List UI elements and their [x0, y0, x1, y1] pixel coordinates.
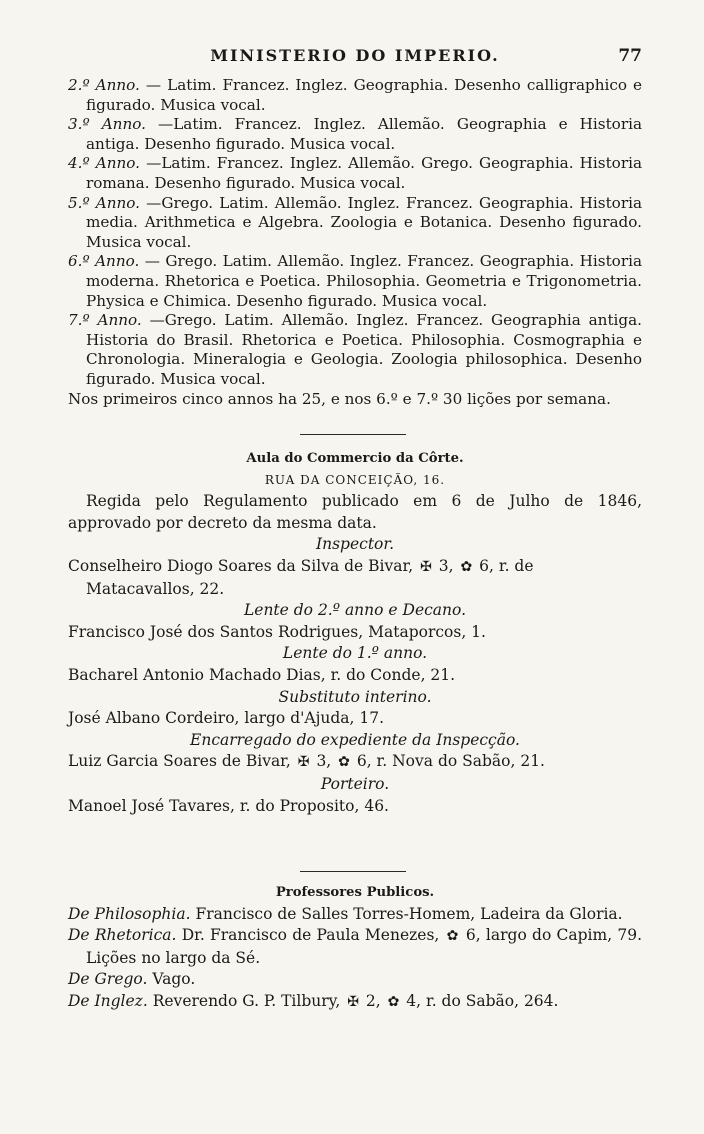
role-heading: Inspector. [315, 535, 395, 554]
role-heading: Lente do 2.º anno e Decano. [243, 601, 467, 620]
subject-label: De Philosophia. [68, 904, 191, 923]
year-label: 4.º Anno. [68, 154, 140, 173]
inspector-address: 6, r. de Matacavallos, 22. [86, 556, 534, 598]
running-head [68, 46, 642, 70]
section-heading: Aula do Commercio da Côrte. [246, 451, 464, 466]
professor-entry: Vago. [152, 970, 196, 989]
year-subjects: —Grego. Latim. Allemão. Inglez. Francez. Geographia antiga. Historia do Brasil. Rhetorica e Poetica. Philosophia. Cosmographia e Chronologia. Mineralogia e Geologia. Zoologia philosophica. Desenho figurado. Musica vocal. [86, 311, 643, 388]
list-item [68, 194, 642, 253]
section-heading: Professores Publicos. [275, 885, 435, 900]
role-heading: Lente do 1.º anno. [282, 644, 428, 663]
subject-label: De Rhetorica. [68, 926, 177, 945]
professor-address: 6, largo do Capim, 79. Lições no largo da Sé. [86, 926, 643, 967]
professor-name: Dr. Francisco de Paula Menezes, [181, 926, 440, 945]
page-title: MINISTERIO DO IMPERIO. [210, 46, 500, 65]
order-number: 2, [365, 991, 381, 1010]
section-divider [300, 434, 406, 435]
encarregado-name: Luiz Garcia Soares de Bivar, [68, 752, 291, 771]
regulation-paragraph: Regida pelo Regulamento publicado em 6 de Julho de 1846, approvado por decreto da mesma data. [68, 492, 642, 532]
subject-label: De Grego. [68, 970, 148, 989]
year-label: 3.º Anno. [68, 115, 146, 134]
year-subjects: —Latim. Francez. Inglez. Allemão. Grego. Geographia. Historia romana. Desenho figurado. Musica vocal. [86, 154, 642, 192]
year-label: 6.º Anno. [68, 252, 140, 271]
encarregado-entry [68, 751, 642, 774]
year-subjects: — Grego. Latim. Allemão. Inglez. Francez. Geographia. Historia moderna. Rhetorica e Poetica. Philosophia. Geometria e Trigonometria. Physica e Chimica. Desenho figurado. Musica vocal. [86, 252, 642, 310]
list-item [68, 76, 642, 115]
order-cross-icon: ✠ [347, 993, 359, 1010]
page-number: 77 [618, 46, 642, 66]
list-item [68, 252, 642, 311]
list-item [68, 969, 642, 991]
inspector-entry [68, 556, 642, 600]
year-subjects: — Latim. Francez. Inglez. Geographia. Desenho calligraphico e figurado. Musica vocal. [86, 76, 643, 114]
year-label: 2.º Anno. [68, 76, 140, 94]
professor-entry: Francisco de Salles Torres-Homem, Ladeira da Gloria. [195, 904, 623, 923]
order-rose-icon: ✿ [387, 993, 400, 1010]
list-item [68, 311, 642, 389]
lessons-summary: Nos primeiros cinco annos ha 25, e nos 6.º e 7.º 30 lições por semana. [68, 389, 611, 408]
course-list [68, 76, 642, 409]
encarregado-address: 6, r. Nova do Sabão, 21. [356, 752, 545, 771]
subject-label: De Inglez. [68, 991, 148, 1010]
aula-commercio-section [68, 448, 642, 817]
lente2-entry: Francisco José dos Santos Rodrigues, Mataporcos, 1. [68, 622, 486, 641]
list-item [68, 904, 642, 926]
list-item [68, 115, 642, 154]
order-rose-icon: ✿ [446, 928, 459, 945]
order-cross-icon: ✠ [297, 754, 310, 771]
order-cross-icon: ✠ [420, 558, 432, 575]
order-number: 3, [316, 752, 332, 771]
year-label: 5.º Anno. [68, 193, 140, 212]
role-heading: Porteiro. [320, 774, 390, 793]
inspector-name: Conselheiro Diogo Soares da Silva de Bivar, [68, 556, 414, 575]
lente1-entry: Bacharel Antonio Machado Dias, r. do Conde, 21. [68, 665, 456, 684]
role-heading: Substituto interino. [278, 687, 432, 706]
list-item [68, 991, 642, 1014]
role-heading: Encarregado do expediente da Inspecção. [190, 730, 520, 749]
year-subjects: —Grego. Latim. Allemão. Inglez. Francez. Geographia. Historia media. Arithmetica e Algebra. Zoologia e Botanica. Desenho figurado. Musica vocal. [86, 193, 642, 251]
order-rose-icon: ✿ [338, 754, 350, 771]
list-item [68, 925, 642, 969]
professores-section [68, 882, 642, 1014]
order-rose-icon: ✿ [460, 558, 473, 575]
year-subjects: —Latim. Francez. Inglez. Allemão. Geographia e Historia antiga. Desenho figurado. Musica vocal. [86, 115, 642, 153]
professor-address: 4, r. do Sabão, 264. [406, 991, 559, 1010]
substituto-entry: José Albano Cordeiro, largo d'Ajuda, 17. [68, 709, 385, 728]
order-number: 3, [438, 556, 454, 575]
section-divider [300, 871, 406, 872]
year-label: 7.º Anno. [68, 311, 142, 330]
list-item [68, 154, 642, 193]
section-address: RUA DA CONCEIÇÃO, 16. [264, 472, 446, 487]
porteiro-entry: Manoel José Tavares, r. do Proposito, 46. [68, 796, 389, 815]
professor-name: Reverendo G. P. Tilbury, [152, 991, 341, 1010]
